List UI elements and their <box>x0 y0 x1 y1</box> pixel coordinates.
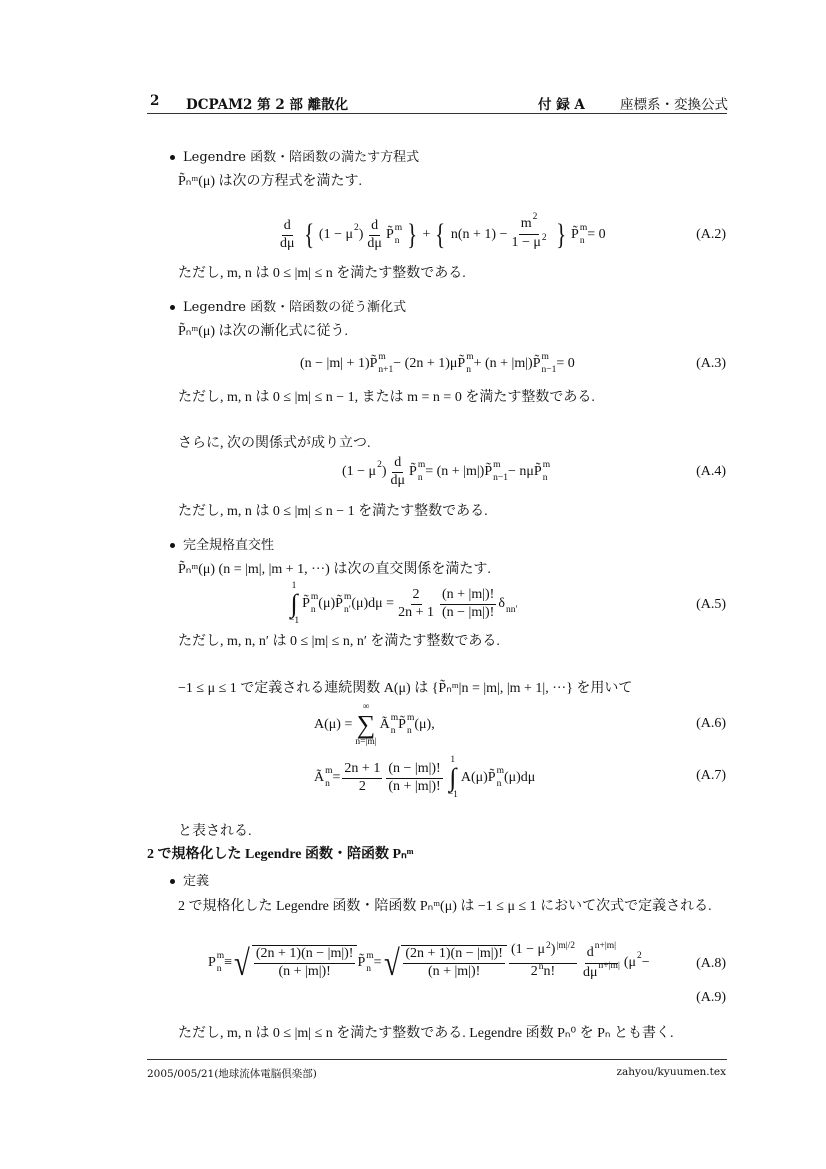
math-fraction <box>342 761 382 796</box>
symbol-scripts <box>532 211 538 234</box>
math-text: = <box>373 955 382 970</box>
subscript <box>599 975 620 985</box>
subscript: n <box>496 779 502 789</box>
radicand <box>252 945 358 981</box>
equation-A4 <box>342 452 550 492</box>
symbol-base: dμ <box>583 964 598 980</box>
subscript <box>377 474 382 484</box>
superscript: m <box>216 950 225 961</box>
math-operator <box>355 703 376 748</box>
math-text: dμ <box>280 235 295 251</box>
math-symbol <box>409 459 426 483</box>
math-text: ) <box>381 464 387 479</box>
fraction-numerator <box>342 761 382 779</box>
symbol-base: P <box>208 955 216 970</box>
superscript: 2 <box>541 233 547 244</box>
symbol-scripts <box>493 459 508 483</box>
math-brace: } <box>407 218 418 251</box>
header-left-title: DCPAM2 第 2 部 離散化 <box>186 97 349 113</box>
fraction-numerator <box>411 587 422 605</box>
s2-note2: ただし, m, n は 0 ≤ |m| ≤ n − 1 を満たす整数である. <box>178 504 488 519</box>
math-operator <box>448 756 458 801</box>
section-heading: 2 で規格化した Legendre 函数・陪函数 Pₙᵐ <box>147 847 414 862</box>
math-text: = (n + |m|) <box>425 464 485 479</box>
header-rule <box>147 113 727 114</box>
symbol-scripts <box>542 459 551 483</box>
fraction-numerator <box>392 455 403 473</box>
math-text: = 0 <box>556 356 575 371</box>
subscript: n <box>417 473 423 483</box>
subscript: n <box>406 726 412 736</box>
subscript: n <box>579 236 585 246</box>
superscript: m <box>496 765 504 776</box>
math-fraction <box>440 587 496 622</box>
subscript <box>539 977 544 987</box>
footer-rule <box>147 1059 727 1060</box>
math-text: (2n + 1)(n − |m|)! <box>255 946 354 962</box>
equation-label-A5: (A.5) <box>696 597 726 612</box>
operator-lower-limit: −1 <box>447 790 458 800</box>
symbol-base: P̃ <box>571 227 579 242</box>
math-symbol <box>498 595 517 614</box>
fraction-denominator <box>581 960 622 983</box>
symbol-scripts <box>390 712 399 736</box>
fraction-numerator <box>369 218 380 236</box>
symbol-scripts <box>556 940 576 963</box>
superscript: m <box>390 712 399 723</box>
math-text: (n − |m|)! <box>388 760 441 776</box>
subscript <box>556 955 575 965</box>
math-text: 2n + 1 <box>398 604 434 620</box>
superscript: 2 <box>637 950 642 961</box>
subscript: n <box>394 236 400 246</box>
s1-intro: P̃ₙᵐ(μ) は次の方程式を満たす. <box>178 174 363 189</box>
math-symbol <box>487 765 504 789</box>
math-text: d <box>371 217 379 233</box>
fraction-numerator <box>440 587 496 605</box>
symbol-scripts <box>417 459 426 483</box>
math-symbol <box>385 222 403 246</box>
math-text: n(n + 1) − <box>450 227 508 242</box>
math-symbol <box>484 459 508 483</box>
math-text: − <box>641 955 650 970</box>
equation-A2 <box>276 212 606 258</box>
superscript: 2 <box>377 459 382 470</box>
superscript: |m|/2 <box>556 940 576 951</box>
math-symbol <box>314 765 333 789</box>
subscript: n−1 <box>493 473 508 483</box>
fraction-numerator <box>403 946 505 964</box>
math-text: (1 − μ <box>318 227 353 242</box>
page-number: 2 <box>150 93 160 109</box>
subscript <box>546 955 551 965</box>
fraction-denominator <box>357 779 368 796</box>
math-fraction <box>403 946 505 981</box>
superscript: 2 <box>532 211 538 222</box>
math-text: n! <box>543 963 556 979</box>
symbol-scripts <box>579 222 588 246</box>
math-fraction <box>396 587 436 622</box>
s2-note: ただし, m, n は 0 ≤ |m| ≤ n − 1, または m = n = 0 を満たす整数である. <box>178 390 595 405</box>
math-symbol <box>555 940 576 963</box>
s3-closing: と表される. <box>178 824 252 839</box>
math-symbol <box>302 591 319 615</box>
equation-label-A7: (A.7) <box>696 768 726 783</box>
math-text: (μ <box>623 955 637 970</box>
math-symbol <box>541 233 547 255</box>
fraction-denominator <box>509 235 548 256</box>
operator-symbol: ∑ <box>356 710 376 739</box>
math-fraction <box>386 761 442 796</box>
superscript: m <box>541 351 549 362</box>
math-fraction <box>365 218 384 253</box>
s3-note: ただし, m, n, n′ は 0 ≤ |m| ≤ n, n′ を満たす整数である. <box>178 634 500 649</box>
symbol-scripts <box>216 950 225 974</box>
equation-A5 <box>286 580 518 628</box>
symbol-base: Ã <box>314 770 325 785</box>
s4-intro: 2 で規格化した Legendre 函数・陪函数 Pₙᵐ(μ) は −1 ≤ μ ≤ 1 において次式で定義される. <box>178 899 712 914</box>
superscript: m <box>310 591 319 602</box>
superscript: 2 <box>546 940 551 951</box>
subscript: nn′ <box>505 605 518 615</box>
header-chapter: 付 録 A <box>538 97 585 113</box>
fraction-numerator <box>254 946 356 964</box>
math-symbol <box>398 712 415 736</box>
fraction-denominator <box>389 473 408 490</box>
subscript <box>533 226 538 236</box>
math-text: − nμ <box>507 464 534 479</box>
symbol-base: P̃ <box>409 464 417 479</box>
math-text: = <box>332 770 341 785</box>
symbol-scripts <box>325 765 333 789</box>
symbol-base: P̃ <box>357 955 366 970</box>
subscript: n <box>366 964 372 974</box>
math-text: 1 − μ <box>511 234 541 250</box>
superscript: m <box>378 351 386 362</box>
symbol-base: P̃ <box>533 464 542 479</box>
operator-upper-limit: ∞ <box>362 701 370 712</box>
symbol-scripts <box>378 351 394 375</box>
superscript: 2 <box>354 222 359 233</box>
math-text: (1 − μ <box>510 942 546 957</box>
equation-label-A8: (A.8) <box>696 956 726 971</box>
symbol-base: P̃ <box>484 464 493 479</box>
radicand <box>401 945 507 981</box>
math-symbol <box>583 960 620 983</box>
math-text: 2 <box>530 963 538 979</box>
s3-intro: P̃ₙᵐ(μ) (n = |m|, |m + 1, ···) は次の直交関係を満たす. <box>178 562 491 577</box>
equation-A6 <box>314 700 435 750</box>
math-symbol <box>335 591 352 615</box>
s4-note: ただし, m, n は 0 ≤ |m| ≤ n を満たす整数である. Legendre 函数 Pₙ⁰ を Pₙ とも書く. <box>178 1026 674 1041</box>
equation-A7 <box>314 754 535 802</box>
fraction-numerator <box>519 211 540 235</box>
math-symbol <box>532 351 557 375</box>
math-text: (1 − μ <box>342 464 377 479</box>
superscript <box>506 593 518 603</box>
math-text: (n + |m|)! <box>278 964 331 979</box>
subscript: n′ <box>343 605 351 615</box>
math-text: + (n + |m|) <box>473 356 533 371</box>
fraction-numerator <box>509 942 577 964</box>
symbol-base: P̃ <box>369 356 378 371</box>
math-text: (n − |m| + 1) <box>300 356 370 371</box>
math-text: − (2n + 1)μ <box>393 356 458 371</box>
math-fraction <box>389 455 408 490</box>
superscript: m <box>579 222 588 233</box>
math-symbol <box>369 351 394 375</box>
math-symbol <box>379 712 399 736</box>
bullet-s1: Legendre 函数・陪函数の満たす方程式 <box>170 146 419 165</box>
equation-label-A4: (A.4) <box>696 464 726 479</box>
math-fraction <box>509 942 577 984</box>
symbol-scripts <box>343 591 352 615</box>
math-fraction <box>278 218 297 253</box>
equation-label-A3: (A.3) <box>696 356 726 371</box>
radical-sign: √ <box>383 943 400 983</box>
symbol-base: m <box>520 215 532 231</box>
math-text: dμ <box>390 472 406 488</box>
subscript: n <box>325 779 330 789</box>
operator-symbol: ∫ <box>449 763 457 792</box>
symbol-base: P̃ <box>335 596 343 611</box>
symbol-base: P̃ <box>385 227 394 242</box>
math-text: + <box>422 227 431 242</box>
equation-A8 <box>208 936 650 990</box>
math-sqrt <box>382 945 507 981</box>
symbol-scripts <box>541 351 557 375</box>
superscript: m <box>493 459 501 470</box>
math-text: (μ), <box>414 717 435 732</box>
math-text: = 0 <box>587 227 606 242</box>
symbol-base: P̃ <box>487 770 496 785</box>
math-symbol <box>520 211 538 234</box>
bullet-s3: 完全規格直交性 <box>170 534 274 553</box>
superscript: m <box>417 459 426 470</box>
superscript: n+|m| <box>598 960 620 971</box>
math-text: ) <box>550 942 556 957</box>
fraction-denominator <box>386 779 442 796</box>
s3-expand: −1 ≤ μ ≤ 1 で定義される連続関数 A(μ) は {P̃ₙᵐ|n = |m|, |m + 1|, ···} を用いて <box>178 681 633 696</box>
symbol-base: δ <box>498 596 505 611</box>
symbol-base: P̃ <box>457 356 466 371</box>
fraction-denominator <box>276 964 332 981</box>
fraction-denominator <box>440 605 496 622</box>
math-text: ≡ <box>224 955 233 970</box>
equation-label-A6: (A.6) <box>696 716 726 731</box>
s1-note: ただし, m, n は 0 ≤ |m| ≤ n を満たす整数である. <box>178 266 466 281</box>
math-symbol <box>357 950 374 974</box>
operator-symbol: ∫ <box>290 589 298 618</box>
symbol-base: d <box>586 944 594 960</box>
symbol-scripts <box>496 765 504 789</box>
superscript: m <box>394 222 403 233</box>
math-text: (μ) <box>318 596 336 611</box>
equation-A3 <box>300 350 575 378</box>
symbol-scripts <box>366 950 374 974</box>
math-text: 2 <box>412 586 420 602</box>
math-text: d <box>283 217 291 233</box>
operator-upper-limit: 1 <box>291 580 297 591</box>
symbol-scripts <box>310 591 319 615</box>
math-text: (n + |m|)! <box>441 586 495 602</box>
symbol-scripts <box>466 351 474 375</box>
operator-lower-limit: n=|m| <box>355 737 377 747</box>
math-text: 2 <box>358 778 366 794</box>
symbol-scripts <box>506 595 518 614</box>
superscript: m <box>466 351 474 362</box>
math-text: (2n + 1)(n − |m|)! <box>405 946 503 962</box>
subscript: n <box>216 964 222 974</box>
fraction-denominator <box>426 964 482 981</box>
s2-intro: P̃ₙᵐ(μ) は次の漸化式に従う. <box>178 324 349 339</box>
equation-label-A2: (A.2) <box>696 227 726 242</box>
superscript: n <box>538 962 544 972</box>
symbol-base: P̃ <box>302 596 310 611</box>
symbol-scripts <box>406 712 415 736</box>
fraction-denominator <box>396 605 436 622</box>
subscript: n <box>466 365 471 375</box>
footer-right: zahyou/kyuumen.tex <box>616 1066 726 1078</box>
superscript: m <box>343 591 352 602</box>
fraction-denominator <box>529 964 557 985</box>
math-text: A(μ) = <box>314 717 353 732</box>
symbol-scripts <box>541 233 547 255</box>
footer-left: 2005/005/21(地球流体電脳倶楽部) <box>147 1068 317 1080</box>
math-fraction <box>509 211 548 256</box>
superscript: n+|m| <box>594 940 617 951</box>
subscript: n−1 <box>541 365 557 375</box>
equation-label-A9: (A.9) <box>696 990 726 1005</box>
superscript: m <box>406 712 415 723</box>
fraction-numerator <box>386 761 442 779</box>
math-text: 2n + 1 <box>344 760 381 776</box>
superscript: m <box>542 459 551 470</box>
math-text: dμ <box>367 235 382 251</box>
symbol-base: Ã <box>379 717 390 732</box>
subscript <box>354 237 359 247</box>
symbol-base: P̃ <box>398 717 406 732</box>
operator-lower-limit: −1 <box>289 616 300 626</box>
subscript <box>542 248 547 258</box>
subscript <box>637 965 642 975</box>
fraction-numerator <box>282 218 293 236</box>
math-brace: { <box>435 218 446 251</box>
math-text: d <box>394 454 402 470</box>
math-text: (n + |m|)! <box>388 778 441 794</box>
math-symbol <box>208 950 225 974</box>
math-symbol <box>533 459 551 483</box>
superscript: m <box>325 765 333 776</box>
subscript: n <box>542 473 548 483</box>
math-symbol <box>571 222 588 246</box>
operator-upper-limit: 1 <box>450 754 456 765</box>
subscript: n+1 <box>378 365 394 375</box>
math-text: (μ)dμ <box>503 770 536 785</box>
symbol-scripts <box>394 222 403 246</box>
symbol-scripts <box>598 960 620 983</box>
fraction-denominator <box>365 236 384 253</box>
fraction-denominator <box>278 236 297 253</box>
math-text: (n − |m|)! <box>441 604 495 620</box>
s2-more: さらに, 次の関係式が成り立つ. <box>178 436 371 451</box>
math-operator <box>289 582 299 627</box>
bullet-s4: 定義 <box>170 870 209 889</box>
math-text: (n + |m|)! <box>427 964 481 979</box>
subscript: n <box>310 605 316 615</box>
math-fraction <box>581 940 622 983</box>
bullet-s2: Legendre 函数・陪函数の従う漸化式 <box>170 296 406 315</box>
math-symbol <box>457 351 474 375</box>
math-text: A(μ) <box>460 770 488 785</box>
symbol-base: P̃ <box>532 356 541 371</box>
math-text: (μ)dμ = <box>351 596 395 611</box>
subscript: n <box>390 726 396 736</box>
radical-sign: √ <box>234 943 250 983</box>
math-fraction <box>254 946 356 981</box>
math-brace: } <box>555 218 566 251</box>
header-right-title: 座標系・変換公式 <box>620 97 728 113</box>
superscript: m <box>366 950 374 961</box>
math-text: ) <box>358 227 364 242</box>
math-sqrt <box>232 945 357 981</box>
math-brace: { <box>303 218 314 251</box>
